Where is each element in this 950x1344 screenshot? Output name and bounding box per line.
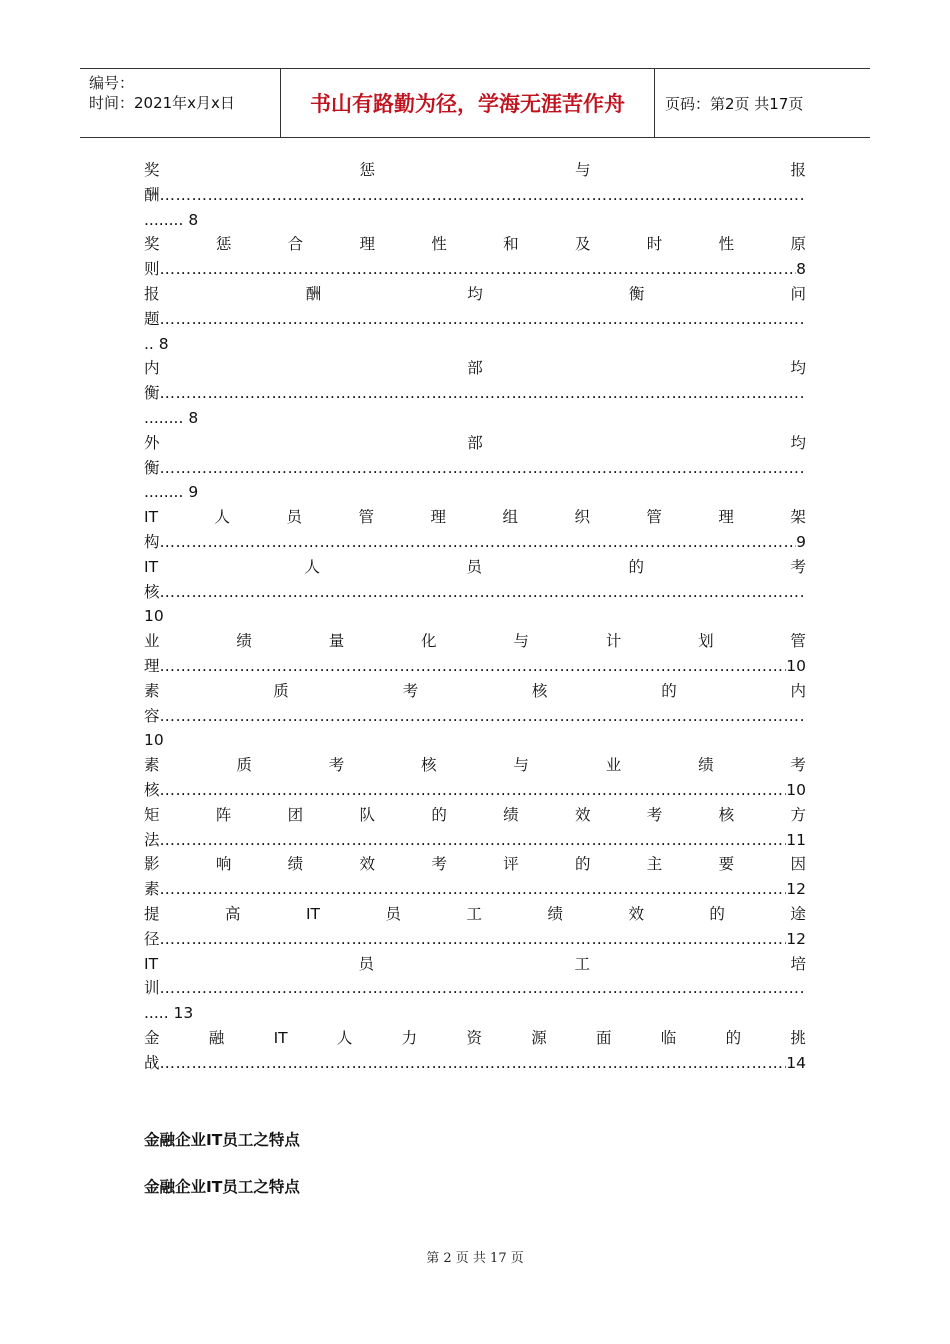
toc-title-char: 素 bbox=[144, 756, 160, 775]
toc-title-char: 及 bbox=[574, 235, 591, 254]
toc-title-char: 人 bbox=[336, 1028, 353, 1047]
toc-title-char: 高 bbox=[224, 904, 241, 923]
dot-leader bbox=[160, 580, 806, 605]
dot-leader bbox=[160, 1051, 787, 1076]
toc-entry-title-line bbox=[144, 852, 806, 877]
toc-title-char: 内 bbox=[144, 359, 160, 378]
toc-title-char: 员 bbox=[466, 557, 483, 576]
toc-title-char: 奖 bbox=[144, 235, 160, 254]
toc-title-char: 效 bbox=[574, 805, 591, 824]
toc-entry[interactable] bbox=[144, 282, 806, 356]
toc-title-char: 的 bbox=[574, 855, 591, 874]
toc-entry[interactable] bbox=[144, 158, 806, 232]
toc-entry[interactable] bbox=[144, 555, 806, 629]
toc-title-char: 方 bbox=[790, 805, 806, 824]
toc-entry-leader-line bbox=[144, 778, 806, 803]
toc-entry-title-line bbox=[144, 431, 806, 456]
toc-entry[interactable] bbox=[144, 803, 806, 853]
toc-title-char: 考 bbox=[431, 855, 447, 874]
toc-entry-title-line bbox=[144, 505, 806, 530]
toc-title-char: 因 bbox=[790, 855, 806, 874]
toc-title-char: 力 bbox=[401, 1028, 418, 1047]
toc-title-char: 考 bbox=[790, 756, 806, 775]
toc-page-number: ........ 9 bbox=[144, 483, 199, 502]
toc-entry-leader-line bbox=[144, 307, 806, 332]
toc-title-char: 评 bbox=[503, 855, 519, 874]
toc-title-char: 阵 bbox=[215, 805, 232, 824]
page-header bbox=[80, 68, 870, 138]
toc-title-char: 素 bbox=[144, 681, 160, 700]
toc-title-char: 挑 bbox=[790, 1028, 806, 1047]
toc-title-char: 架 bbox=[790, 508, 806, 527]
toc-title-char: 惩 bbox=[215, 235, 232, 254]
toc-entry-leader-line bbox=[144, 257, 806, 282]
section-heading-1: 金融企业IT员工之特点 bbox=[144, 1131, 300, 1149]
toc-entry[interactable] bbox=[144, 629, 806, 679]
toc-title-tail: 核 bbox=[144, 582, 160, 601]
toc-title-char: 部 bbox=[467, 433, 483, 452]
toc-title-char: 绩 bbox=[503, 805, 519, 824]
page-footer: 第 2 页 共 17 页 bbox=[426, 1251, 524, 1266]
toc-title-char: 性 bbox=[431, 235, 447, 254]
toc-title-char: 效 bbox=[628, 904, 644, 923]
toc-entry-page-line bbox=[144, 728, 806, 753]
dot-leader bbox=[160, 704, 806, 729]
toc-entry-title-line bbox=[144, 952, 806, 977]
toc-entry-leader-line bbox=[144, 183, 806, 208]
toc-title-char: 管 bbox=[646, 508, 662, 527]
toc-title-char: 源 bbox=[531, 1028, 547, 1047]
toc-entry[interactable] bbox=[144, 232, 806, 282]
toc-entry[interactable] bbox=[144, 952, 806, 1026]
dot-leader bbox=[160, 927, 787, 952]
toc-title-char: 人 bbox=[214, 508, 231, 527]
toc-title-char: 与 bbox=[513, 756, 529, 775]
toc-title-char: 理 bbox=[359, 235, 375, 254]
toc-entry[interactable] bbox=[144, 679, 806, 753]
toc-entry-title-line bbox=[144, 753, 806, 778]
toc-title-char: 考 bbox=[328, 756, 345, 775]
toc-title-char: 与 bbox=[513, 632, 529, 651]
toc-entry-title-line bbox=[144, 679, 806, 704]
toc-title-char: 合 bbox=[287, 235, 304, 254]
toc-entry-leader-line bbox=[144, 828, 806, 853]
header-motto: 书山有路勤为径，学海无涯苦作舟 bbox=[281, 69, 655, 137]
toc-entry-leader-line bbox=[144, 580, 806, 605]
toc-title-char: 组 bbox=[502, 508, 518, 527]
toc-title-tail: 战 bbox=[144, 1053, 160, 1072]
serial-number-label: 编号： bbox=[89, 74, 135, 92]
toc-page-number: 12 bbox=[786, 880, 806, 899]
toc-title-char: 管 bbox=[790, 632, 806, 651]
toc-entry[interactable] bbox=[144, 902, 806, 952]
toc-entry-title-line bbox=[144, 356, 806, 381]
toc-title-char: 质 bbox=[236, 756, 252, 775]
toc-title-char: 绩 bbox=[236, 632, 252, 651]
toc-entry-leader-line bbox=[144, 456, 806, 481]
dot-leader bbox=[160, 828, 787, 853]
toc-title-char: 酬 bbox=[305, 284, 322, 303]
toc-title-tail: 素 bbox=[144, 880, 160, 899]
toc-title-char: 人 bbox=[304, 557, 321, 576]
toc-entry[interactable] bbox=[144, 356, 806, 430]
toc-entry-leader-line bbox=[144, 381, 806, 406]
toc-title-char: 划 bbox=[698, 632, 714, 651]
toc-entry-leader-line bbox=[144, 654, 806, 679]
toc-title-char: IT bbox=[273, 1028, 288, 1047]
toc-title-char: 工 bbox=[466, 904, 482, 923]
toc-title-char: 考 bbox=[646, 805, 663, 824]
toc-title-char: 影 bbox=[144, 855, 160, 874]
toc-title-char: 要 bbox=[718, 855, 735, 874]
toc-title-char: 培 bbox=[790, 954, 806, 973]
toc-page-number: 14 bbox=[786, 1053, 806, 1072]
toc-title-char: 绩 bbox=[547, 904, 563, 923]
toc-title-char: 核 bbox=[718, 805, 735, 824]
toc-title-char: 员 bbox=[385, 904, 401, 923]
toc-entry-leader-line bbox=[144, 1051, 806, 1076]
toc-title-char: 报 bbox=[144, 284, 160, 303]
toc-title-char: 量 bbox=[328, 632, 345, 651]
dot-leader bbox=[160, 976, 806, 1001]
toc-title-tail: 酬 bbox=[144, 185, 160, 204]
toc-title-tail: 径 bbox=[144, 929, 160, 948]
toc-title-char: 面 bbox=[596, 1028, 612, 1047]
toc-page-number: 9 bbox=[796, 532, 806, 551]
toc-title-char: 的 bbox=[709, 904, 725, 923]
toc-title-char: 衡 bbox=[628, 284, 645, 303]
toc-title-char: 管 bbox=[358, 508, 374, 527]
toc-entry[interactable] bbox=[144, 753, 806, 803]
toc-title-char: 临 bbox=[660, 1028, 677, 1047]
toc-entry-leader-line bbox=[144, 877, 806, 902]
toc-title-char: 团 bbox=[287, 805, 304, 824]
toc-page-number: 8 bbox=[796, 260, 806, 279]
toc-title-char: 化 bbox=[421, 632, 437, 651]
date-label: 时间：2021年x月x日 bbox=[89, 94, 235, 112]
toc-title-char: 理 bbox=[430, 508, 446, 527]
toc-title-char: 部 bbox=[467, 359, 483, 378]
toc-entry-page-line bbox=[144, 604, 806, 629]
dot-leader bbox=[160, 654, 787, 679]
toc-title-char: IT bbox=[305, 904, 321, 923]
toc-title-tail: 题 bbox=[144, 309, 160, 328]
dot-leader bbox=[160, 877, 787, 902]
toc-title-char: 奖 bbox=[144, 161, 160, 179]
dot-leader bbox=[160, 530, 797, 555]
toc-title-char: 性 bbox=[718, 235, 735, 254]
toc-title-char: 均 bbox=[467, 284, 483, 303]
toc-entry-leader-line bbox=[144, 530, 806, 555]
toc-title-char: 业 bbox=[144, 632, 160, 651]
toc-title-char: IT bbox=[144, 557, 159, 576]
toc-title-char: 时 bbox=[646, 235, 663, 254]
toc-entry[interactable] bbox=[144, 505, 806, 555]
toc-title-char: 业 bbox=[605, 756, 622, 775]
toc-title-char: 资 bbox=[466, 1028, 482, 1047]
toc-page-number: 10 bbox=[786, 780, 806, 799]
toc-entry-page-line bbox=[144, 208, 806, 233]
toc-title-tail: 衡 bbox=[144, 384, 160, 403]
toc-entry-leader-line bbox=[144, 927, 806, 952]
toc-title-char: 金 bbox=[144, 1028, 160, 1047]
toc-title-char: 的 bbox=[431, 805, 447, 824]
toc-entry-title-line bbox=[144, 232, 806, 257]
toc-page-number: 11 bbox=[786, 830, 806, 849]
toc-title-char: 的 bbox=[725, 1028, 742, 1047]
toc-title-char: 内 bbox=[790, 681, 806, 700]
section-heading-2: 金融企业IT员工之特点 bbox=[144, 1178, 300, 1196]
toc-page-number: 10 bbox=[144, 731, 164, 750]
toc-title-char: 途 bbox=[790, 904, 806, 923]
toc-title-char: 质 bbox=[273, 681, 289, 700]
toc-title-char: 均 bbox=[790, 359, 806, 378]
toc-title-tail: 理 bbox=[144, 656, 160, 675]
toc-title-tail: 容 bbox=[144, 706, 160, 725]
toc-entry-title-line bbox=[144, 555, 806, 580]
toc-title-char: 理 bbox=[718, 508, 734, 527]
toc-title-char: 融 bbox=[208, 1028, 225, 1047]
toc-title-char: IT bbox=[144, 954, 159, 973]
toc-title-char: 原 bbox=[790, 235, 806, 254]
toc-page-number: 12 bbox=[786, 929, 806, 948]
toc-page-number: 10 bbox=[144, 607, 164, 626]
toc-entry-title-line bbox=[144, 803, 806, 828]
toc-title-char: 效 bbox=[359, 855, 375, 874]
toc-title-char: 均 bbox=[790, 433, 806, 452]
toc-title-char: 织 bbox=[574, 508, 590, 527]
toc-entry-title-line bbox=[144, 629, 806, 654]
toc-title-char: 绩 bbox=[287, 855, 304, 874]
toc-title-char: 核 bbox=[531, 681, 548, 700]
toc-entry[interactable] bbox=[144, 852, 806, 902]
toc-title-char: 考 bbox=[790, 557, 806, 576]
dot-leader bbox=[160, 456, 806, 481]
toc-page-number: 10 bbox=[786, 656, 806, 675]
toc-title-char: IT bbox=[144, 508, 159, 527]
toc-entry-page-line bbox=[144, 406, 806, 431]
toc-page-number: ........ 8 bbox=[144, 210, 199, 229]
dot-leader bbox=[160, 381, 806, 406]
toc-page-number: .. 8 bbox=[144, 334, 169, 353]
toc-title-char: 核 bbox=[421, 756, 437, 775]
toc-entry-title-line bbox=[144, 282, 806, 307]
toc-page-number: ........ 8 bbox=[144, 408, 199, 427]
toc-page-number: ..... 13 bbox=[144, 1004, 194, 1023]
toc-entry-page-line bbox=[144, 480, 806, 505]
toc-title-char: 考 bbox=[402, 681, 419, 700]
toc-title-tail: 核 bbox=[144, 780, 160, 799]
header-page-info: 页码：第2页 共17页 bbox=[665, 94, 804, 113]
toc-title-char: 和 bbox=[503, 235, 519, 254]
toc-title-tail: 构 bbox=[144, 532, 160, 551]
toc-title-char: 绩 bbox=[698, 756, 714, 775]
toc-title-char: 工 bbox=[574, 954, 591, 973]
toc-entry-title-line bbox=[144, 902, 806, 927]
toc-title-char: 员 bbox=[286, 508, 303, 527]
toc-entry-title-line bbox=[144, 158, 806, 183]
toc-title-tail: 衡 bbox=[144, 458, 160, 477]
toc-entry-leader-line bbox=[144, 976, 806, 1001]
table-of-contents bbox=[144, 158, 806, 1075]
toc-title-tail: 训 bbox=[144, 979, 160, 998]
header-left-cell bbox=[80, 69, 281, 137]
toc-title-char: 员 bbox=[358, 954, 375, 973]
toc-entry-page-line bbox=[144, 1001, 806, 1026]
dot-leader bbox=[160, 307, 806, 332]
toc-entry-page-line bbox=[144, 332, 806, 357]
toc-title-char: 主 bbox=[646, 855, 663, 874]
dot-leader bbox=[160, 778, 787, 803]
toc-entry-title-line bbox=[144, 1026, 806, 1051]
toc-title-tail: 法 bbox=[144, 830, 160, 849]
toc-title-char: 的 bbox=[628, 557, 644, 576]
toc-title-tail: 则 bbox=[144, 260, 160, 279]
toc-title-char: 的 bbox=[661, 681, 677, 700]
toc-title-char: 计 bbox=[605, 632, 622, 651]
toc-title-char: 外 bbox=[144, 433, 160, 452]
toc-title-char: 与 bbox=[574, 161, 591, 179]
toc-title-char: 问 bbox=[790, 284, 806, 303]
toc-title-char: 惩 bbox=[359, 161, 375, 179]
dot-leader bbox=[160, 183, 806, 208]
toc-title-char: 矩 bbox=[144, 805, 160, 824]
toc-entry-leader-line bbox=[144, 704, 806, 729]
toc-title-char: 队 bbox=[359, 805, 375, 824]
toc-title-char: 报 bbox=[790, 161, 806, 179]
dot-leader bbox=[160, 257, 797, 282]
toc-entry[interactable] bbox=[144, 431, 806, 505]
toc-title-char: 响 bbox=[215, 855, 232, 874]
toc-title-char: 提 bbox=[144, 904, 160, 923]
toc-entry[interactable] bbox=[144, 1026, 806, 1076]
